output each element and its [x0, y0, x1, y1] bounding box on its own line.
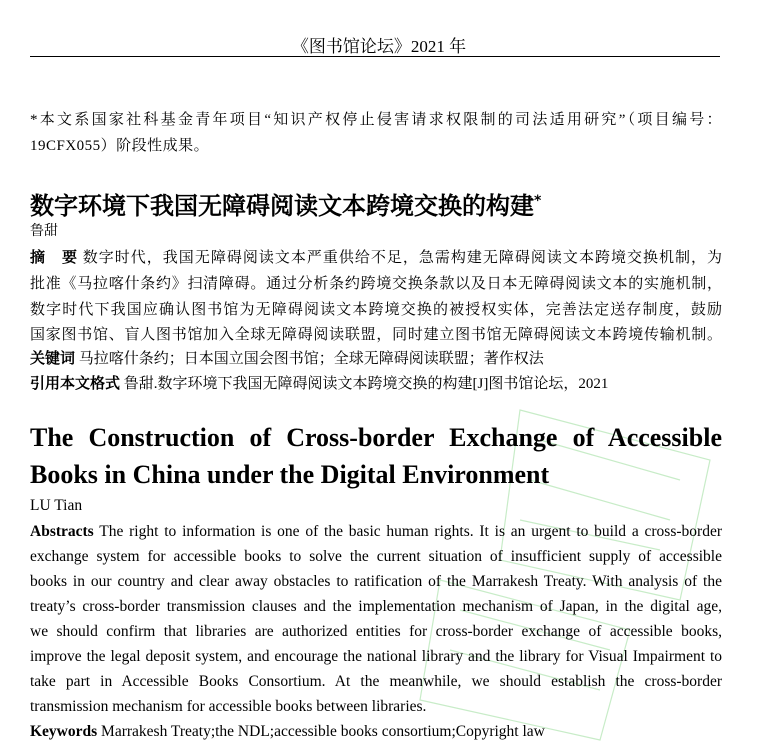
chinese-keywords [30, 347, 722, 368]
english-abstract-line: transmission mechanism for accessible books between libraries. [30, 698, 427, 715]
chinese-title [30, 186, 541, 221]
citation-label: 引用本文格式 [30, 376, 121, 392]
title-footnote-mark: * [534, 193, 542, 209]
abstracts-label: Abstracts [30, 523, 94, 540]
english-abstract-line: treaty’s cross-border transmission clauses and the implementation mechanism of Japan, in the digital age, [30, 598, 722, 615]
footnote-line: 19CFX055）阶段性成果。 [30, 138, 210, 154]
keywords-label: Keywords [30, 723, 98, 740]
english-abstract-line: take part in Accessible Books Consortium. At the meanwhile, we should establish the cross-border [30, 673, 722, 690]
abstract-text: 数字时代，我国无障碍阅读文本严重供给不足，急需构建无障碍阅读文本跨境交换机制，为 [82, 250, 722, 266]
chinese-abstract-line: 数字时代下我国应确认图书馆为无障碍阅读文本跨境交换的被授权实体，完善法定送存制度，鼓励 [30, 302, 722, 318]
citation-format [30, 372, 722, 393]
english-abstract-line [30, 523, 722, 541]
english-keywords [30, 723, 722, 741]
english-title-line: The Construction of Cross-border Exchange of Accessible [30, 423, 722, 452]
keywords-label: 关键词 [30, 351, 76, 367]
english-abstract-line: exchange system for accessible books to solve the current situation of insufficient supply of accessible [30, 548, 722, 565]
keywords-text: Marrakesh Treaty;the NDL;accessible books consortium;Copyright law [101, 723, 545, 740]
english-abstract-line: we should confirm that libraries are authorized entities for cross-border exchange of accessible books, [30, 623, 722, 640]
english-abstract-line: improve the legal deposit system, and encourage the national library and the library for Visual Impairment to [30, 648, 722, 665]
abstract-text: The right to information is one of the basic human rights. It is an urgent to build a cross-border [99, 523, 722, 540]
abstract-label: 摘 要 [30, 250, 79, 266]
keywords-text: 马拉喀什条约；日本国立国会图书馆；全球无障碍阅读联盟；著作权法 [78, 351, 544, 367]
footnote-line: *本文系国家社科基金青年项目“知识产权停止侵害请求权限制的司法适用研究”（项目编号： [30, 112, 722, 128]
chinese-author: 鲁甜 [30, 224, 58, 239]
chinese-abstract-line: 批准《马拉喀什条约》扫清障碍。通过分析条约跨境交换条款以及日本无障碍阅读文本的实施机制， [30, 276, 722, 292]
chinese-abstract-line: 国家图书馆、盲人图书馆加入全球无障碍阅读联盟，同时建立图书馆无障碍阅读文本跨境传输机制。 [30, 327, 722, 343]
citation-text: 鲁甜.数字环境下我国无障碍阅读文本跨境交换的构建[J]图书馆论坛，2021 [123, 376, 609, 392]
chinese-abstract-line [30, 246, 722, 267]
english-author: LU Tian [30, 497, 83, 514]
english-abstract-line: books in our country and clear away obstacles to ratification of the Marrakesh Treaty. With analysis of the [30, 573, 722, 590]
chinese-title-text: 数字环境下我国无障碍阅读文本跨境交换的构建 [30, 192, 534, 220]
running-header: 《图书馆论坛》2021 年 [291, 37, 467, 56]
english-title-line: Books in China under the Digital Environment [30, 460, 550, 489]
header-rule [30, 56, 720, 57]
